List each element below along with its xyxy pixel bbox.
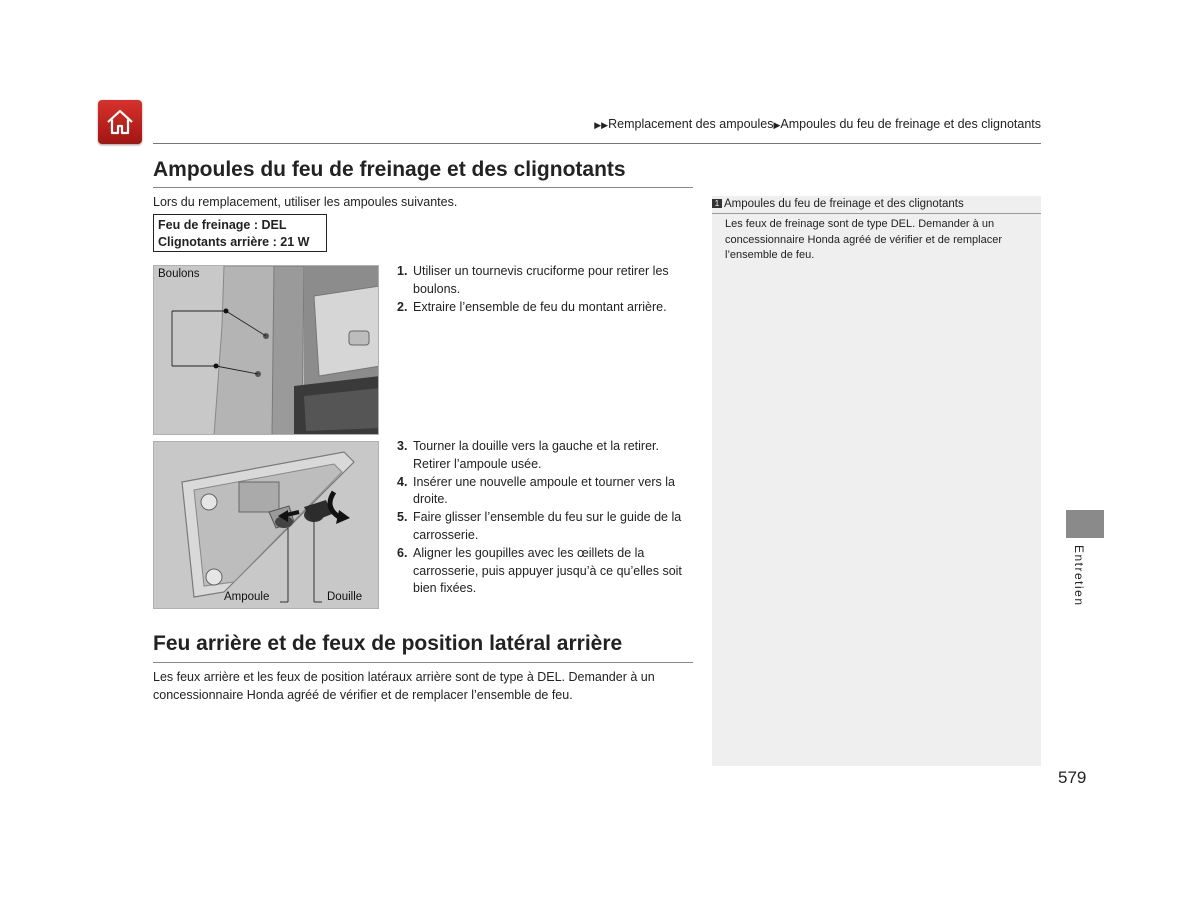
spec-brake-light: Feu de freinage : DEL	[158, 218, 287, 232]
light-assembly-illustration	[154, 442, 379, 609]
home-button[interactable]	[98, 100, 142, 144]
label-bolts: Boulons	[158, 268, 200, 280]
page-number: 579	[1058, 768, 1087, 787]
breadcrumb-link-bulb-replacement[interactable]: Remplacement des ampoules	[608, 117, 774, 131]
chapter-tab-label: Entretien	[1072, 545, 1086, 607]
rear-pillar-illustration	[154, 266, 379, 435]
label-socket: Douille	[327, 591, 363, 603]
intro-text: Lors du remplacement, utiliser les ampoules suivantes.	[153, 195, 458, 209]
breadcrumb	[594, 117, 1041, 131]
figure-rear-pillar-bolts	[153, 265, 379, 435]
step-4: 4. Insérer une nouvelle ampoule et tourner vers la droite.	[397, 474, 675, 507]
step-5: 5. Faire glisser l’ensemble du feu sur le guide de la carrosserie.	[397, 510, 682, 542]
home-icon	[105, 107, 135, 137]
bulb-spec-box	[153, 214, 327, 252]
section2-body-text: Les feux arrière et les feux de position latéraux arrière sont de type à DEL. Demander à un concessionnaire Honda agréé de vérifier et de remplacer l’ensemble de feu.	[153, 670, 655, 702]
step-6: 6. Aligner les goupilles avec les œillets de la carrosserie, puis appuyer jusqu’à ce qu’elles soit bien fixées.	[397, 545, 682, 596]
steps-list-1	[397, 263, 693, 316]
steps-list-2	[397, 438, 693, 598]
side-note-panel	[712, 196, 1041, 766]
section-title-brake-turn: Ampoules du feu de freinage et des clignotants	[153, 158, 626, 181]
side-note-body: Les feux de freinage sont de type DEL. Demander à un concessionnaire Honda agréé de vérifier et de remplacer l’ensemble de feu.	[725, 218, 1002, 261]
section2-title-rule	[153, 662, 693, 663]
side-note-heading	[712, 196, 1041, 214]
breadcrumb-current: Ampoules du feu de freinage et des clignotants	[780, 117, 1041, 131]
section-title-rule	[153, 187, 693, 188]
step-1: 1. Utiliser un tournevis cruciforme pour retirer les boulons.	[397, 264, 669, 296]
breadcrumb-arrow-icon: ▶	[773, 120, 781, 130]
label-bulb: Ampoule	[224, 591, 270, 603]
chapter-tab[interactable]	[1066, 510, 1104, 538]
figure-light-assembly	[153, 441, 379, 609]
header-divider	[153, 143, 1041, 144]
spec-turn-signal: Clignotants arrière : 21 W	[158, 235, 310, 249]
section-title-rear-lights: Feu arrière et de feux de position latéral arrière	[153, 632, 623, 655]
side-note-heading-text: Ampoules du feu de freinage et des clignotants	[724, 198, 964, 210]
breadcrumb-arrow-icon: ▶▶	[594, 120, 609, 130]
step-3: 3. Tourner la douille vers la gauche et la retirer. Retirer l’ampoule usée.	[397, 439, 659, 471]
step-2: 2. Extraire l’ensemble de feu du montant arrière.	[397, 299, 667, 314]
note-marker-icon: 1	[712, 199, 722, 208]
